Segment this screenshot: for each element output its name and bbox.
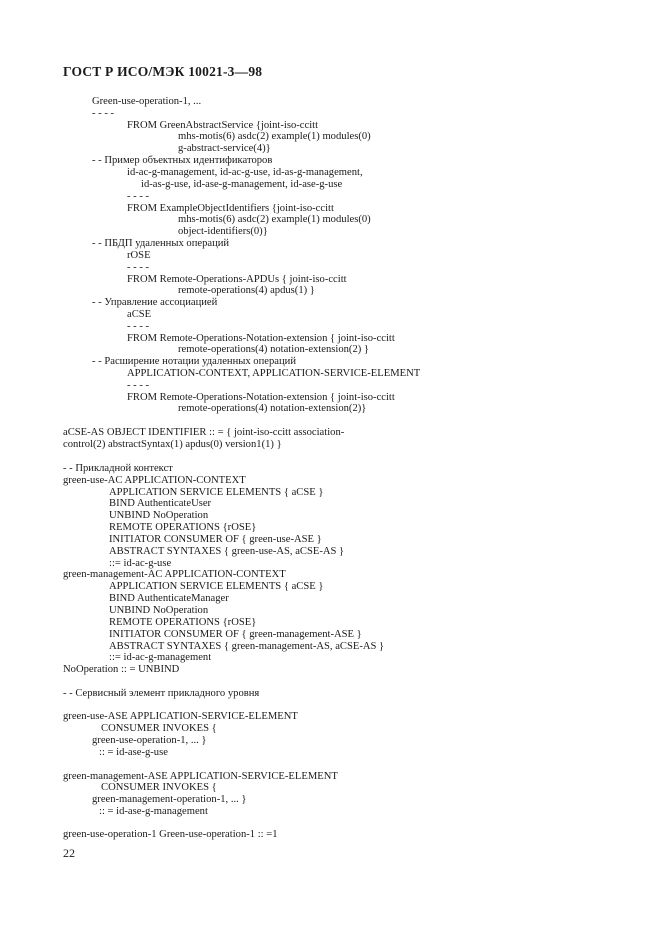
code-line: green-use-operation-1, ... } — [92, 735, 207, 746]
code-line: - - - - — [92, 108, 115, 119]
code-line: g-abstract-service(4)} — [178, 143, 271, 154]
code-line: APPLICATION SERVICE ELEMENTS { aCSE } — [109, 487, 324, 498]
code-line: aCSE — [127, 309, 152, 320]
code-line: UNBIND NoOperation — [109, 510, 209, 521]
code-line: :: = id-ase-g-management — [99, 806, 208, 817]
code-line: - - - - — [127, 321, 150, 332]
comment-line: - - Прикладной контекст — [63, 463, 173, 474]
code-line: FROM ExampleObjectIdentifiers {joint-iso-ccitt — [127, 203, 334, 214]
code-line: id-as-g-use, id-ase-g-management, id-ase-g-use — [141, 179, 343, 190]
comment-line: - - Сервисный элемент прикладного уровня — [63, 688, 260, 699]
code-line: mhs-motis(6) asdc(2) example(1) modules(0) — [178, 131, 371, 142]
code-line: remote-operations(4) apdus(1) } — [178, 285, 315, 296]
code-line: REMOTE OPERATIONS {rOSE} — [109, 617, 257, 628]
code-line: APPLICATION SERVICE ELEMENTS { aCSE } — [109, 581, 324, 592]
code-line: object-identifiers(0)} — [178, 226, 268, 237]
code-line: green-management-operation-1, ... } — [92, 794, 247, 805]
code-line: ABSTRACT SYNTAXES { green-management-AS, aCSE-AS } — [109, 641, 385, 652]
code-line: :: = id-ase-g-use — [99, 747, 168, 758]
code-line: green-use-operation-1 Green-use-operation-1 :: =1 — [63, 829, 278, 840]
code-line: FROM Remote-Operations-Notation-extension { joint-iso-ccitt — [127, 333, 395, 344]
code-line: remote-operations(4) notation-extension(2) } — [178, 344, 370, 355]
comment-line: - - Пример объектных идентификаторов — [92, 155, 273, 166]
comment-line: - - Управление ассоциацией — [92, 297, 218, 308]
code-line: remote-operations(4) notation-extension(2)} — [178, 403, 367, 414]
code-line: green-management-ASE APPLICATION-SERVICE-ELEMENT — [63, 771, 338, 782]
code-line: Green-use-operation-1, ... — [92, 96, 202, 107]
code-line: NoOperation :: = UNBIND — [63, 664, 180, 675]
code-line: FROM GreenAbstractService {joint-iso-ccitt — [127, 120, 319, 131]
page-header: ГОСТ Р ИСО/МЭК 10021-3—98 — [63, 64, 263, 79]
code-line: mhs-motis(6) asdc(2) example(1) modules(0) — [178, 214, 371, 225]
code-line: BIND AuthenticateManager — [109, 593, 229, 604]
code-line: aCSE-AS OBJECT IDENTIFIER :: = { joint-iso-ccitt association- — [63, 427, 345, 438]
code-line: ::= id-ac-g-management — [109, 652, 212, 663]
comment-line: - - ПБДП удаленных операций — [92, 238, 230, 249]
code-line: REMOTE OPERATIONS {rOSE} — [109, 522, 257, 533]
code-line: INITIATOR CONSUMER OF { green-management-ASE } — [109, 629, 362, 640]
code-line: - - - - — [127, 380, 150, 391]
code-line: - - - - — [127, 191, 150, 202]
code-line: green-use-AC APPLICATION-CONTEXT — [63, 475, 246, 486]
code-line: FROM Remote-Operations-APDUs { joint-iso-ccitt — [127, 274, 347, 285]
code-line: BIND AuthenticateUser — [109, 498, 212, 509]
code-line: ABSTRACT SYNTAXES { green-use-AS, aCSE-AS } — [109, 546, 345, 557]
code-line: CONSUMER INVOKES { — [101, 782, 217, 793]
code-line: CONSUMER INVOKES { — [101, 723, 217, 734]
code-line: ::= id-ac-g-use — [109, 558, 172, 569]
code-line: INITIATOR CONSUMER OF { green-use-ASE } — [109, 534, 322, 545]
code-line: green-use-ASE APPLICATION-SERVICE-ELEMENT — [63, 711, 298, 722]
comment-line: - - Расширение нотации удаленных операций — [92, 356, 296, 367]
code-line: APPLICATION-CONTEXT, APPLICATION-SERVICE-ELEMENT — [127, 368, 421, 379]
code-line: control(2) abstractSyntax(1) apdus(0) version1(1) } — [63, 439, 282, 450]
code-line: - - - - — [127, 262, 150, 273]
page-number: 22 — [63, 846, 75, 860]
code-line: UNBIND NoOperation — [109, 605, 209, 616]
code-line: id-ac-g-management, id-ac-g-use, id-as-g-management, — [127, 167, 363, 178]
code-line: green-management-AC APPLICATION-CONTEXT — [63, 569, 286, 580]
code-line: FROM Remote-Operations-Notation-extension { joint-iso-ccitt — [127, 392, 395, 403]
code-line: rOSE — [127, 250, 151, 261]
